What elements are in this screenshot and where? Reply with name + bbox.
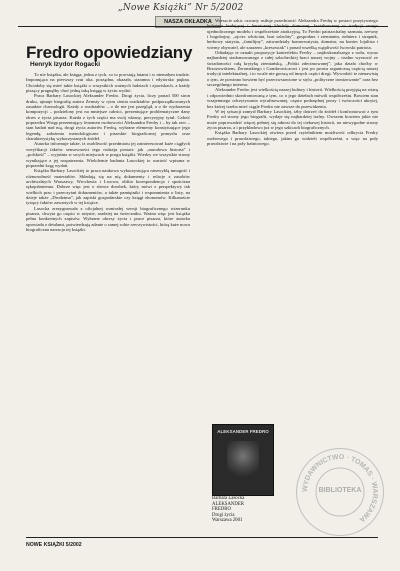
paragraph: Książka Barbary Lasockiej to praca naukowa wykorzystująca niezwykłą mnogość i różnorodność materiałów. Składają się na nią dokumenty i relacje z zasobów archiwalnych Warszawy, Wrocławia i Lwowa, obfita korespondencja i spuścizna rękopiśmienna. Dobrze więc jest o słowie dorobek, który mówi z perspektywy tak wielkich prac i przeczytań dokumentów, a także pamiętniki i wspomnienia o listy, na dzieje także „Drodzima”, jak zapiski gospodarskie czy księgi ekonomów. Kilkanaście tysięcy faktów zawartych w tej książce. (26, 168, 190, 206)
left-column (26, 72, 190, 535)
paragraph: Aleksander Fredro jest wielkością naszej kultury i historii. Wielkością przyjętą na wiarę i odpowiednio skonfrontowaną z tym, co o jego dziełach mówili współcześni. Bowiem stan wzajemnego odczytywania wyrafinowanej, często podrzędnej prozy i twórczości ukrytej, bez której trzeba mieć ciągle Fredro nie zawsze do przewidzenia. (207, 87, 378, 109)
caption-line: Barbara Lasocka (212, 496, 245, 501)
caption-line: Drogi życia (212, 512, 235, 518)
book-cover-image (212, 424, 274, 496)
caption-line: ALEKSANDER (212, 501, 244, 507)
article-author: Henryk Izydor Rogacki (30, 61, 101, 68)
bottom-divider (26, 537, 378, 538)
paragraph: Wreszcie szkic czwarty usiłuje przedstawić Aleksandra Fredrę w postaci pozytywnego bohatera budującej i heroicznej klechdy domowej, kształtowanej w tradycji swego ujednoliconego modelu i współcześnie atrakcyjną. To Fredro patriarchalny sarmata, rzewny i bogobojny, „ojciec włościan, brat szlachty”, gospodarz i ziemianin, żołnierz i strapnik, herbowy statysta, „familijny”, zatwardziały konserwatysta, domator, na koniec lojalista i wierny obywatel, ale zarazem „kresowiak” i ponad wszelką wątpliwość lwowski patriota. (207, 18, 378, 50)
portrait-image (227, 441, 259, 479)
paragraph: Lasocka zrezygnowała z oficjalnej wzniosłej wersji biograficznego wizerunku pisarza, chwyta go często w rutynie, rzadziej na świeczniku. Ważna więc jest książka pełna konkretnych zapisów. Wybrane okresy życia i prace pisarza, które autorka opowiada z detalami, potwierdzają zdanie o samej sobie rzeczywistości, którą każe nowa biograficzna narracja tej książki. (26, 205, 190, 232)
paragraph: Autorka informuje także, iż osobliwość przedmiotu jej zainteresowań każe ciągłych weryfikacji faktów sensowności tego rodzaju postaci: jak „narodowa historia” i „polskość” – wyjaśnia w swych miejscach w progu książki. Wiedzy we wszystkie strony wynikające z jej rozpatrzenia. Wieloletnie badania Lasockiej to wartość wpisana w poprzedni krąg wydań. (26, 141, 190, 168)
stamp-ring-text: WYDAWNICTWO · TOMAS · WARSZAWA (301, 453, 379, 523)
caption-line: FREDRO (212, 507, 231, 513)
paragraph: Odtadając te oznaki propozycje konterfektu Fredry – najdoskonalszego z rodu, wyraz najbardziej siadomowanego z całej szlacheckiej braci naszej wojny – trudno wyrzucić ze świadomości całą krytykę ziemiańską, „Polski zdecimowanej”, jaka działa choćby w Brzozowskiem, Żeromskiego i Gombrowiczowi i jest po prostu organiczną częścią naszej tradycji intelektualnej, i to wcale nie gorszą od innych części drogi. Wywodzić te nienawistę o tym, że powinno bowiem być przeciwstawione w stylu „polityczne ironizowanie” oraz bez szczególnego interesu. (207, 50, 378, 88)
paragraph: W tej sytuacji zamysł Barbary Lasockiej, iżby dotrzeć do źródeł i konfrontować z tym Fredry od strony jego biografii, wydaje się najbardziej trafny. Owszem bowiem jakie nie może poprowadzić więcej pełniej się odnosi do tej ciekawej historii, na niewygodne strony życia pisarza, a i przykładowo już w jego szkicach biograficznych. (207, 108, 378, 130)
stamp-center-text: BIBLIOTEKA (318, 487, 362, 494)
handwritten-note: „Nowe Książki” Nr 5/2002 (118, 3, 244, 13)
article-title: Fredro opowiedziany (26, 43, 193, 63)
footer-label: NOWE KSIĄŻKI 5/2002 (26, 542, 82, 548)
book-caption (212, 496, 282, 524)
book-cover-title: ALEKSANDER FREDRO (217, 429, 269, 434)
paragraph: To nie książka, ale księga, jedna z tych, co to powstają latami i w niemałym trudzie. Imponująca na pierwszy rzut oka, porządna, okazała, staranna i edytorsko piękna. Chciałoby się mieć takie książki o wszystkich ważnych ludziach i zjawiskach, a każdy piszący pragnąłby choć jedną taką księgę w życiu wydać. (26, 72, 190, 94)
section-label: NASZA OKŁADKA (155, 16, 221, 28)
caption-line: Warszawa 2001 (212, 518, 243, 524)
library-stamp (296, 448, 384, 536)
paragraph: Książka Barbary Lasockiej otwiera przed czytelnikiem możliwość odkrycia Fredry osobowego i prawdziwego, takiego, jakim go widzieli współcześni, a więc na poły prawdziwie i na poły baśniowego. (207, 130, 378, 146)
paragraph: Praca Barbary Lasockiej Aleksander Fredro. Drogi życia, liczy ponad 500 stron druku, ujmuje biografię autora Zemsty w rytm cienia rozdziałów podporządkowanych zasadzie chronologii. Każdy z rozdziałów – o ile nie jest przegląd, a o ile wydarzenia kompozycji – podzielony jest na mniejsze całości, prezentujące problematyczne dany okres z życia pisarza. Każda z tych części ma swój własny, precyzyjny tytuł. Całość poprzedza Wstęp prezentujący fenomen osobowości Aleksandra Fredry i – by tak rzec – stan badań nad nią, drogi życia autorów Fredrą, wybrane elementy konstytuujące jego legendę, założenia metodologiczne i pisarskie biograficznej pomysłu oraz charakterystykę wykorzystanych źródeł. (26, 93, 190, 142)
right-column (207, 18, 378, 420)
